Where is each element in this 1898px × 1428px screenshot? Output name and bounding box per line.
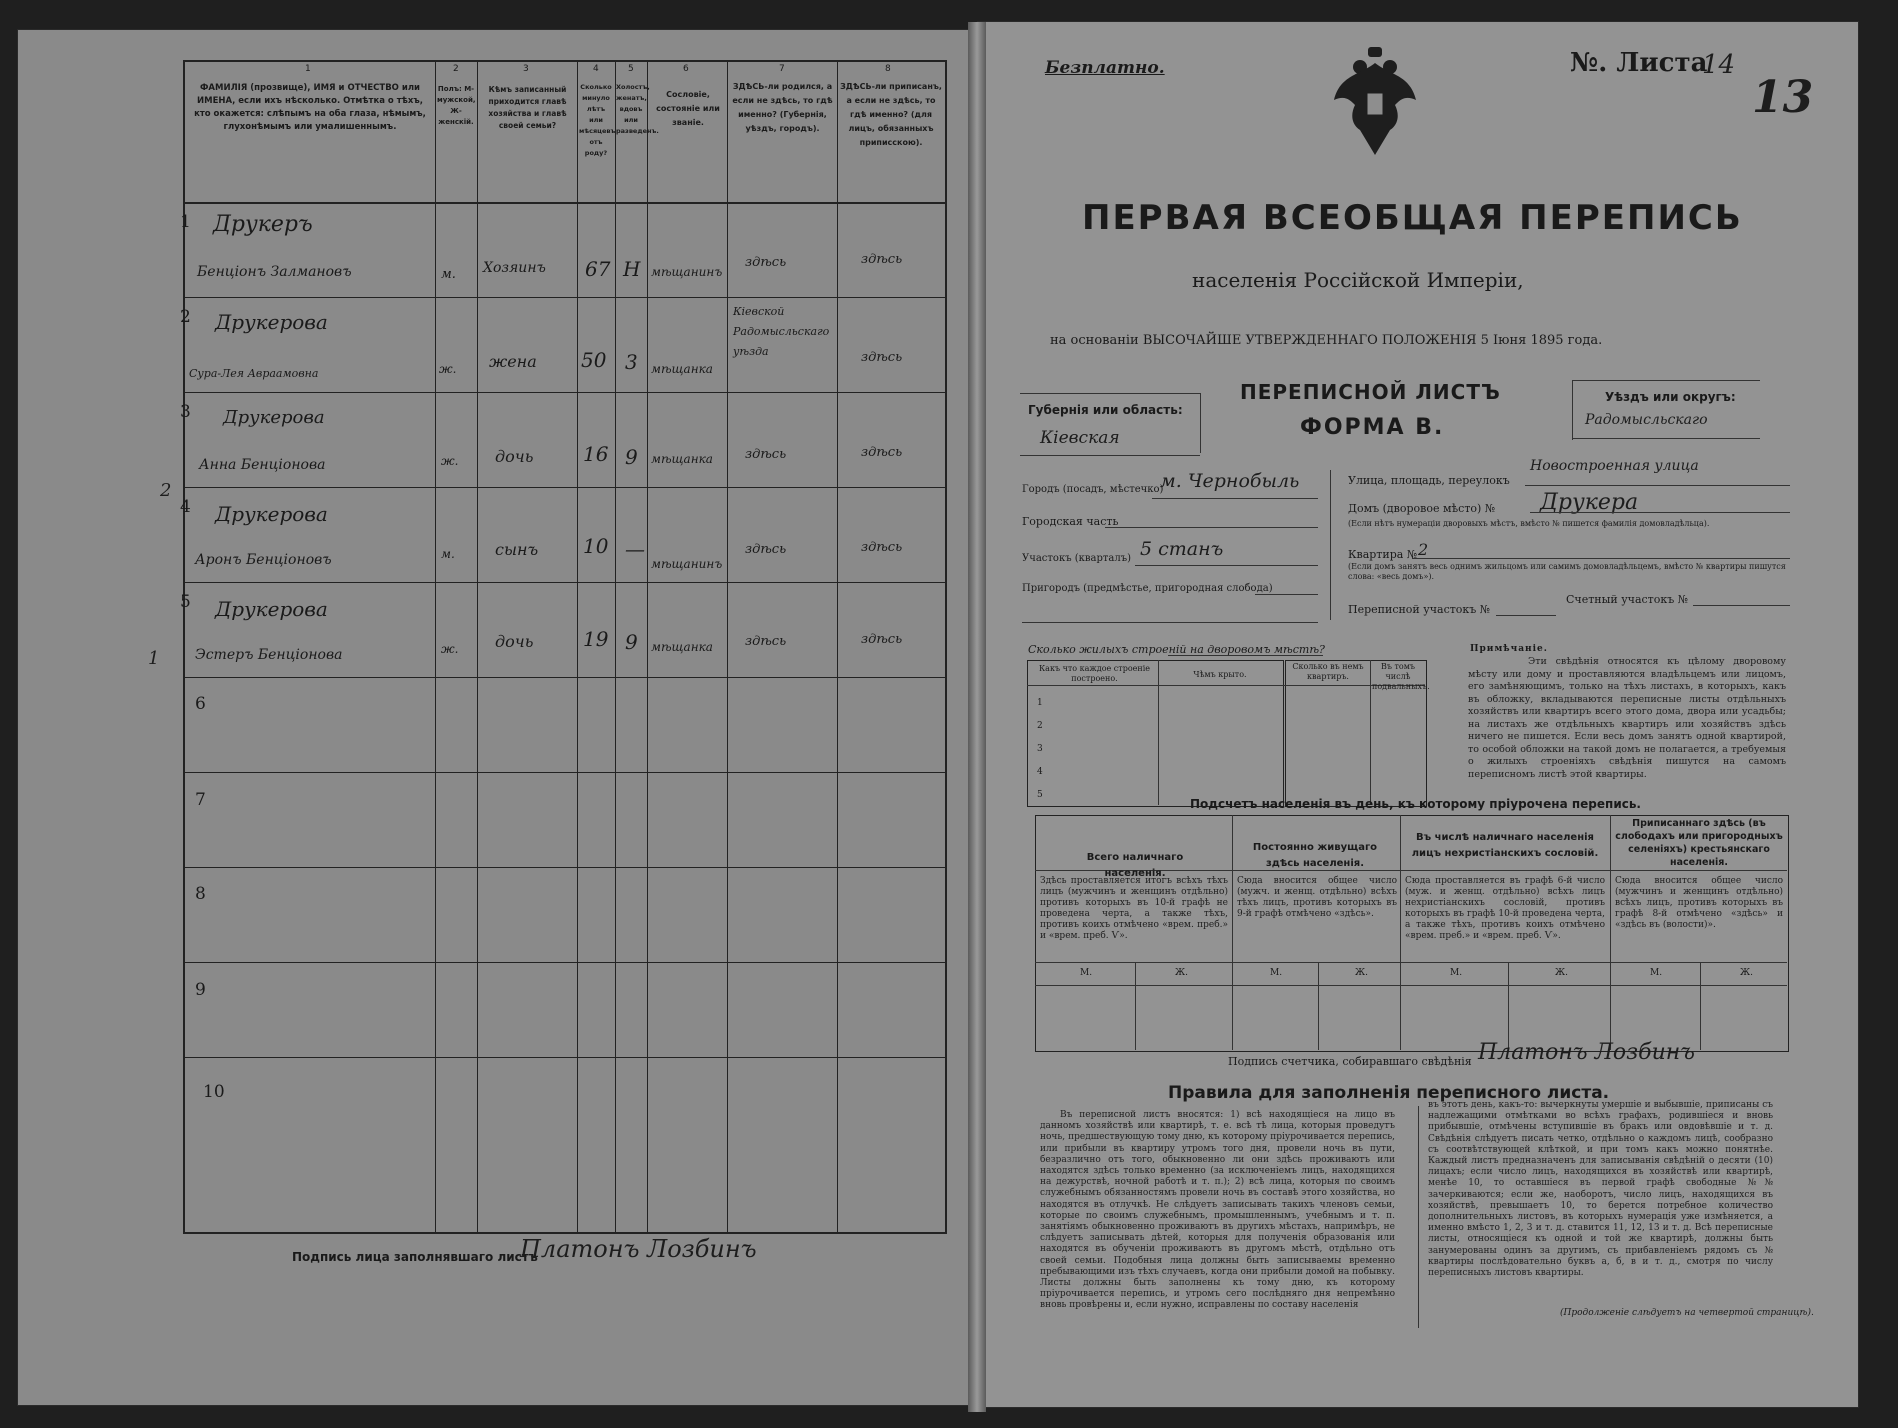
main-subtitle: населенія Россійской Имперіи, [1192, 268, 1524, 292]
main-title: ПЕРВАЯ ВСЕОБЩАЯ ПЕРЕПИСЬ [1082, 198, 1743, 238]
row-4-surname: Друкерова [215, 502, 328, 526]
row-num-2: 2 [180, 307, 191, 327]
rules-right-text: въ этотъ день, какъ-то: вычеркнуты умершіе и выбывшіе, приписаны съ надлежащими отмѣтками во всѣхъ графахъ, родившіеся и вновь прибывшіе, отмѣчены вступившіе въ бракъ или овдовѣвшіе и т. д. Свѣдѣнія слѣдуетъ писать четко, отдѣльно о каждомъ лицѣ, сообразно съ соотвѣтствующей клѣткой, и при томъ какъ можно понятнѣе. Каждый листъ предназначенъ для записыванія свѣдѣній о десяти (10) лицахъ; если число лицъ, находящихся въ хозяйствѣ или квартирѣ, менѣе 10, то оставшіеся въ первой графѣ свободные №№ зачеркиваются; если же, наоборотъ, число лицъ, находящихся въ хозяйствѣ, превышаетъ 10, то берется потребное количество дополнительныхъ листовъ, въ которыхъ нумерація уже измѣняется, а именно вмѣсто 1, 2, 3 и т. д. ставится 11, 12, 13 и т. д. Всѣ переписные листы, относящіеся къ одной и той же квартирѣ, должны быть занумерованы одинъ за другимъ, съ прибавленіемъ рядомъ съ № квартиры послѣдовательно буквъ а, б, в и т. д., смотря по числу переписныхъ листовъ квартиры. [1428, 1100, 1773, 1279]
buildings-row-3: 3 [1037, 744, 1043, 754]
row-4-age: 10 [583, 534, 609, 558]
row-1-marital: Н [623, 257, 641, 281]
row-5-born: здѣсь [745, 634, 787, 649]
col-num-6: 6 [683, 64, 689, 74]
col-num-5: 5 [628, 64, 634, 74]
legal-basis: на основаніи ВЫСОЧАЙШЕ УТВЕРЖДЕННАГО ПОЛОЖЕНІЯ 5 Іюня 1895 года. [1050, 333, 1603, 348]
rules-title: Правила для заполненія переписного листа. [1168, 1083, 1610, 1103]
row-num-8: 8 [195, 884, 206, 904]
col-num-7: 7 [779, 64, 785, 74]
buildings-question: Сколько жилыхъ строеній на дворовомъ мѣстѣ? [1028, 643, 1325, 656]
street-label: Улица, площадь, переулокъ [1348, 474, 1510, 487]
col-num-4: 4 [593, 64, 599, 74]
row-4-given: Аронъ Бенціоновъ [195, 552, 332, 568]
census-table [180, 60, 947, 1234]
buildings-row-1: 1 [1037, 698, 1043, 708]
row-num-1: 1 [180, 212, 191, 232]
count-col-3-f: Ж. [1555, 968, 1568, 978]
row-num-4: 4 [180, 497, 191, 517]
row-2-relation: жена [489, 352, 537, 371]
left-signature-label: Подпись лица заполнявшаго листъ [292, 1250, 538, 1264]
rules-continue: (Продолженіе слѣдуетъ на четвертой страницѣ). [1560, 1308, 1814, 1318]
city-label: Городъ (посадъ, мѣстечко) [1022, 484, 1164, 495]
note-title: Примѣчаніе. [1470, 644, 1548, 654]
count-col-4-head: Приписаннаго здѣсь (въ слободахъ или пригородныхъ селеніяхъ) крестьянскаго населенія. [1615, 818, 1783, 868]
left-signature-value: Платонъ Лозбинъ [520, 1235, 757, 1263]
double-headed-eagle-icon [1330, 45, 1420, 160]
count-col-2-head: Постоянно живущаго здѣсь населенія. [1252, 842, 1378, 869]
row-4-registered: здѣсь [861, 540, 903, 555]
gubernia-label: Губернія или область: [1028, 403, 1183, 417]
row-5-registered: здѣсь [861, 632, 903, 647]
row-5-sex: ж. [441, 642, 459, 656]
col-num-3: 3 [523, 64, 529, 74]
district-value: 5 станъ [1140, 538, 1224, 560]
count-col-1-f: Ж. [1175, 968, 1188, 978]
col-head-sex: Полъ: М-мужской, Ж-женскій. [437, 85, 476, 126]
row-3-registered: здѣсь [861, 445, 903, 460]
row-2-estate: мѣщанка [651, 362, 713, 376]
row-5-given: Эстеръ Бенціонова [195, 647, 343, 663]
apt-note: (Если домъ занятъ весь однимъ жильцомъ или самимъ домовладѣльцемъ, вмѣсто № квартиры пишутся слова: «весь домъ»). [1348, 562, 1786, 581]
sheet-no-label: №. Листа [1570, 48, 1708, 78]
city-part-label: Городская часть [1022, 515, 1119, 528]
apt-label: Квартира № [1348, 548, 1418, 561]
gubernia-value: Кіевская [1040, 428, 1120, 448]
buildings-row-2: 2 [1037, 721, 1043, 731]
row-1-age: 67 [585, 257, 611, 281]
row-4-born: здѣсь [745, 542, 787, 557]
col-head-marital: Холостъ, женатъ, вдовъ или разведенъ. [616, 83, 659, 135]
apt-value: 2 [1418, 540, 1429, 559]
row-num-10: 10 [203, 1082, 225, 1102]
buildings-col-roof: Чѣмъ крыто. [1193, 670, 1247, 679]
count-district-label: Счетный участокъ № [1566, 593, 1689, 606]
suburb-label: Пригородъ (предмѣстье, пригородная слобода) [1022, 583, 1273, 594]
col-head-born: ЗДѢСЬ-ли родился, а если не здѣсь, то гдѣ именно? (Губернія, уѣздъ, городъ). [732, 82, 833, 133]
row-1-born: здѣсь [745, 255, 787, 270]
city-value: м. Чернобыль [1160, 470, 1300, 492]
count-title: Подсчетъ населенія въ день, къ которому пріурочена перепись. [1190, 797, 1641, 811]
margin-note-row-3: 2 [160, 480, 172, 501]
rules-left-text: Въ переписной листъ вносятся: 1) всѣ находящіеся на лицо въ данномъ хозяйствѣ или квартирѣ, т. е. всѣ тѣ лица, которыя проведутъ ночь, предшествующую тому дню, къ которому пріурочивается перепись, или прибыли въ квартиру утромъ того дня, провели ночь въ пути, безразлично отъ того, обыкновенно ли они здѣсь проживаютъ или находятся здѣсь только временно (за исключеніемъ лицъ, находящихся на дежурствѣ, ночной работѣ и т. п.); 2) всѣ лица, которыя по своимъ служебнымъ обязанностямъ провели ночь въ составѣ этого хозяйства, но находятся въ отлучкѣ. Не слѣдуетъ записывать такихъ членовъ семьи, которые по своимъ служебнымъ, промышленнымъ, учебнымъ и т. п. занятіямъ обыкновенно проживаютъ въ другихъ мѣстахъ, напримѣръ, не слѣдуетъ записывать дѣтей, которыя для полученія образованія или находятся въ обученіи проживаютъ въ другомъ мѣстѣ, отдѣльно отъ своей семьи. Подобныя лица должны быть записываемы временно пребывающими изъ тѣхъ случаевъ, когда они прибыли домой на побывку. Листы должны быть заполнены къ тому дню, къ которому пріурочивается перепись, и утромъ сего послѣдняго дня непремѣнно вновь провѣрены и, если нужно, исправлены по составу населенія [1040, 1110, 1395, 1311]
col-head-relation: Кѣмъ записанный приходится главѣ хозяйства и главѣ своей семьи? [488, 85, 567, 130]
count-col-1-text: Здѣсь проставляется итогъ всѣхъ тѣхъ лицъ (мужчинъ и женщинъ отдѣльно) противъ которыхъ въ 10-й графѣ не проведена черта, а также тѣхъ, противъ коихъ отмѣчено «врем. преб.» и «врем. преб. Ѵ». [1040, 876, 1228, 941]
row-1-surname: Друкеръ [213, 212, 313, 237]
buildings-col-built: Какъ что каждое строеніе построено. [1038, 664, 1151, 683]
counter-sig-value: Платонъ Лозбинъ [1478, 1040, 1695, 1065]
buildings-row-5: 5 [1037, 790, 1043, 800]
col-head-name: ФАМИЛІЯ (прозвище), ИМЯ и ОТЧЕСТВО или ИМЕНА, если ихъ нѣсколько. Отмѣтка о тѣхъ, кто окажется: слѣпымъ на оба глаза, нѣмымъ, глухонѣмымъ или умалишеннымъ. [194, 83, 426, 132]
house-note: (Если нѣтъ нумераціи дворовыхъ мѣстъ, вмѣсто № пишется фамилія домовладѣльца). [1348, 519, 1710, 528]
col-head-estate: Сословіе, состояніе или званіе. [656, 90, 720, 127]
row-num-6: 6 [195, 694, 206, 714]
row-2-born: Кіевской Радомысльскаго уѣзда [733, 305, 830, 358]
row-5-marital: 9 [625, 630, 638, 654]
row-4-marital: — [625, 537, 645, 561]
col-num-1: 1 [305, 64, 311, 74]
row-4-estate: мѣщанинъ [651, 557, 723, 571]
house-label: Домъ (дворовое мѣсто) № [1348, 502, 1496, 515]
count-col-2-text: Сюда вносится общее число (мужч. и женщ. отдѣльно) всѣхъ тѣхъ лицъ, противъ которыхъ въ 9-й графѣ отмѣчено «здѣсь». [1237, 876, 1397, 919]
row-3-given: Анна Бенціонова [199, 457, 326, 473]
count-col-3-head: Въ числѣ наличнаго населенія лицъ нехристіанскихъ сословій. [1411, 832, 1599, 859]
row-1-given: Бенціонъ Залмановъ [197, 264, 352, 280]
count-col-4-m: М. [1650, 968, 1663, 978]
row-5-estate: мѣщанка [651, 640, 713, 654]
row-num-5: 5 [180, 592, 191, 612]
row-1-sex: м. [441, 267, 456, 282]
row-3-age: 16 [583, 442, 609, 466]
row-num-3: 3 [180, 402, 191, 422]
row-5-relation: дочь [495, 632, 534, 651]
row-5-surname: Друкерова [215, 597, 328, 621]
sheet-no-value: 14 [1702, 50, 1736, 80]
house-value: Друкера [1540, 490, 1639, 515]
row-num-9: 9 [195, 980, 206, 1000]
book-spine [968, 22, 986, 1412]
row-3-marital: 9 [625, 445, 638, 469]
row-3-surname: Друкерова [223, 407, 325, 428]
counter-sig-label: Подпись счетчика, собиравшаго свѣдѣнія [1228, 1055, 1472, 1068]
margin-note-row-5: 1 [148, 648, 160, 669]
uezd-value: Радомысльскаго [1585, 412, 1708, 428]
row-3-born: здѣсь [745, 447, 787, 462]
row-3-relation: дочь [495, 447, 534, 466]
form-name: ФОРМА В. [1300, 415, 1445, 440]
row-num-7: 7 [195, 790, 206, 810]
count-col-2-f: Ж. [1355, 968, 1368, 978]
uezd-label: Уѣздъ или округъ: [1605, 390, 1736, 404]
row-2-registered: здѣсь [861, 350, 903, 365]
row-4-sex: м. [441, 547, 455, 561]
col-head-registered: ЗДѢСЬ-ли приписанъ, а если не здѣсь, то гдѣ именно? (для лицъ, обязанныхъ приписскою). [840, 82, 942, 147]
count-col-3-text: Сюда проставляется въ графѣ 6-й число (муж. и женщ. отдѣльно) всѣхъ лицъ нехристіанскихъ сословій, противъ которыхъ въ графѣ 10-й проведена черта, а также тѣхъ, противъ коихъ отмѣчено «врем. преб.» и «врем. преб. Ѵ». [1405, 876, 1605, 941]
row-2-surname: Друкерова [215, 310, 328, 334]
free-label: Безплатно. [1045, 58, 1165, 78]
count-col-4-text: Сюда вносится общее число (мужчинъ и женщинъ отдѣльно) всѣхъ лицъ, противъ которыхъ въ графѣ 8-й отмѣчено «здѣсь» и «здѣсь въ (волости)». [1615, 876, 1783, 930]
count-col-1-head: Всего наличнаго населенія. [1086, 852, 1184, 879]
count-col-4-f: Ж. [1740, 968, 1753, 978]
row-1-registered: здѣсь [861, 252, 903, 267]
row-4-relation: сынъ [495, 540, 539, 559]
census-district-label: Переписной участокъ № [1348, 603, 1491, 616]
row-1-relation: Хозяинъ [483, 260, 546, 276]
count-col-1-m: М. [1080, 968, 1093, 978]
buildings-col-apts: Сколько въ немъ квартиръ. [1292, 662, 1364, 681]
note-text: Эти свѣдѣнія относятся къ цѣлому дворовому мѣсту или дому и проставляются владѣльцемъ или лицомъ, его замѣняющимъ, только на тѣхъ листахъ, в которыхъ, какъ въ обложку, вкладываются переписные листы отдѣльныхъ хозяйствъ или квартиръ всего этого дома, двора или усадьбы; на листахъ же отдѣльныхъ квартиръ или хозяйствъ здѣсь ничего не пишется. Если весь домъ занятъ одной квартирой, то особой обложки на такой домъ не полагается, а требуемыя о жилыхъ строеніяхъ свѣдѣнія пишутся на самомъ переписномъ листѣ этой квартиры. [1468, 656, 1786, 780]
row-3-sex: ж. [441, 454, 459, 468]
row-2-age: 50 [581, 348, 607, 372]
row-2-marital: 3 [625, 350, 638, 374]
row-2-sex: ж. [439, 362, 457, 376]
street-value: Новостроенная улица [1530, 458, 1699, 474]
col-num-8: 8 [885, 64, 891, 74]
count-col-3-m: М. [1450, 968, 1463, 978]
buildings-col-basement: Въ томъ числѣ подвальныхъ. [1372, 662, 1430, 691]
count-col-2-m: М. [1270, 968, 1283, 978]
district-label: Участокъ (кварталъ) [1022, 553, 1131, 564]
pencil-page-number: 13 [1752, 72, 1814, 123]
row-2-given: Сура-Лея Авраамовна [189, 367, 319, 380]
buildings-row-4: 4 [1037, 767, 1043, 777]
col-head-age: Сколько минуло лѣтъ или мѣсяцевъ отъ роду? [579, 83, 616, 157]
row-1-estate: мѣщанинъ [651, 265, 723, 279]
row-5-age: 19 [583, 627, 609, 651]
col-num-2: 2 [453, 64, 459, 74]
row-3-estate: мѣщанка [651, 452, 713, 466]
form-title: ПЕРЕПИСНОЙ ЛИСТЪ [1240, 380, 1501, 404]
